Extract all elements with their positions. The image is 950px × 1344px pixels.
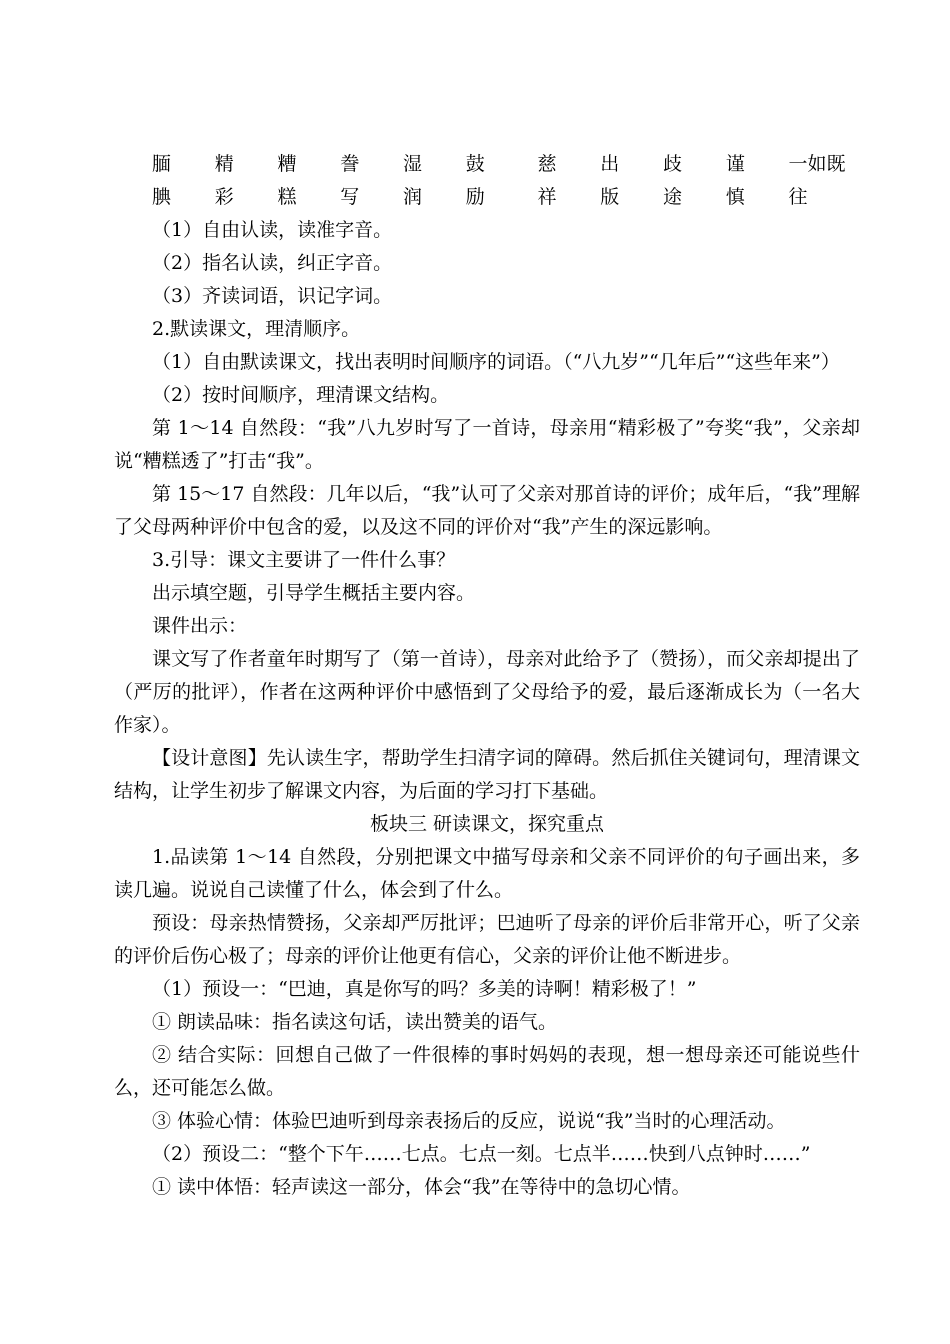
vocab-word: 一如既往 bbox=[788, 153, 846, 208]
vocab-word: 腼腆 bbox=[152, 153, 172, 208]
vocab-word: 出版 bbox=[600, 153, 620, 208]
paragraph: 2.默读课文，理清顺序。 bbox=[152, 318, 361, 340]
paragraph: （1）预设一：“巴迪，真是你写的吗？多美的诗啊！精彩极了！” bbox=[152, 978, 697, 1000]
paragraph: 3.引导：课文主要讲了一件什么事？ bbox=[152, 549, 456, 571]
vocab-word: 慈祥 bbox=[537, 153, 557, 208]
vocab-word: 鼓励 bbox=[465, 153, 485, 208]
section-heading: 板块三 研读课文，探究重点 bbox=[369, 813, 605, 835]
vocabulary-list bbox=[114, 148, 860, 214]
paragraph: ① 朗读品味：指名读这句话，读出赞美的语气。 bbox=[152, 1011, 558, 1033]
paragraph: （3）齐读词语，识记字词。 bbox=[152, 285, 393, 307]
paragraph: （1）自由默读课文，找出表明时间顺序的词语。（“八九岁”“几年后”“这些年来”） bbox=[152, 351, 840, 373]
paragraph: ② 结合实际：回想自己做了一件很棒的事时妈妈的表现，想一想母亲还可能说些什么，还可能怎么做。 bbox=[114, 1044, 860, 1099]
vocab-word: 歧途 bbox=[663, 153, 683, 208]
vocab-word: 谨慎 bbox=[725, 153, 745, 208]
paragraph: （2）指名认读，纠正字音。 bbox=[152, 252, 393, 274]
paragraph: ③ 体验心情：体验巴迪听到母亲表扬后的反应，说说“我”当时的心理活动。 bbox=[152, 1110, 786, 1132]
document-body bbox=[114, 148, 860, 1204]
vocab-word: 精彩 bbox=[214, 153, 234, 208]
paragraph: ① 读中体悟：轻声读这一部分，体会“我”在等待中的急切心情。 bbox=[152, 1176, 691, 1198]
paragraph: 课文写了作者童年时期写了（第一首诗），母亲对此给予了（赞扬），而父亲却提出了（严厉的批评），作者在这两种评价中感悟到了父母给予的爱，最后逐渐成长为（一名大作家）。 bbox=[114, 648, 860, 736]
design-intent-paragraph: 【设计意图】先认读生字，帮助学生扫清字词的障碍。然后抓住关键词句，理清课文结构，让学生初步了解课文内容，为后面的学习打下基础。 bbox=[114, 747, 860, 802]
paragraph: （1）自由认读，读准字音。 bbox=[152, 219, 393, 241]
vocab-word: 湿润 bbox=[403, 153, 423, 208]
paragraph: 预设：母亲热情赞扬，父亲却严厉批评；巴迪听了母亲的评价后非常开心，听了父亲的评价后伤心极了；母亲的评价让他更有信心，父亲的评价让他不断进步。 bbox=[114, 912, 860, 967]
paragraph: （2）按时间顺序，理清课文结构。 bbox=[152, 384, 450, 406]
paragraph: 课件出示： bbox=[152, 615, 248, 637]
paragraph: 1.品读第 1～14 自然段，分别把课文中描写母亲和父亲不同评价的句子画出来，多读几遍。说说自己读懂了什么，体会到了什么。 bbox=[114, 846, 860, 901]
vocab-word: 誊写 bbox=[340, 153, 360, 208]
vocab-word: 糟糕 bbox=[277, 153, 297, 208]
paragraph: （2）预设二：“整个下午……七点。七点一刻。七点半……快到八点钟时……” bbox=[152, 1143, 811, 1165]
paragraph: 出示填空题，引导学生概括主要内容。 bbox=[152, 582, 476, 604]
paragraph: 第 1～14 自然段：“我”八九岁时写了一首诗，母亲用“精彩极了”夸奖“我”，父亲却说“糟糕透了”打击“我”。 bbox=[114, 417, 860, 472]
paragraph: 第 15～17 自然段：几年以后，“我”认可了父亲对那首诗的评价；成年后，“我”理解了父母两种评价中包含的爱，以及这不同的评价对“我”产生的深远影响。 bbox=[114, 483, 860, 538]
